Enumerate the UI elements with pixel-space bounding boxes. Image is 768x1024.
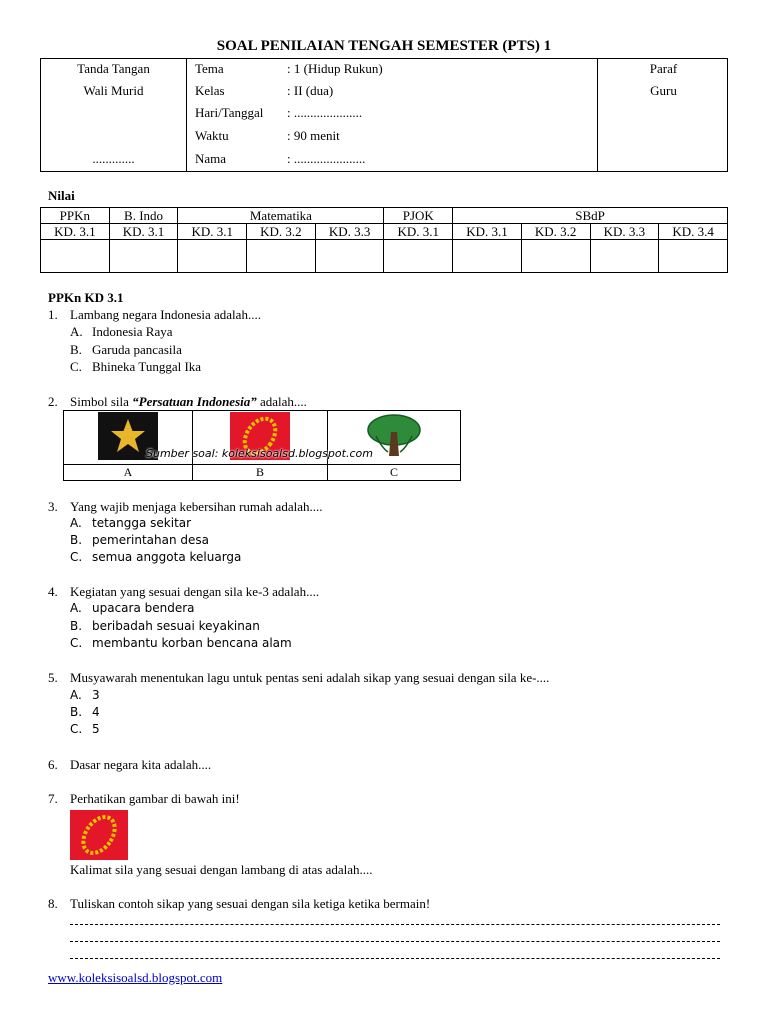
score-cell[interactable]	[247, 240, 316, 273]
signature-cell	[41, 59, 186, 171]
signature-label-1: Tanda Tangan	[77, 61, 150, 76]
option-text[interactable]: Indonesia Raya	[92, 324, 173, 339]
option-key: B.	[70, 342, 82, 357]
question-number: 1.	[48, 307, 58, 322]
chain-symbol-icon	[70, 810, 128, 860]
score-cell[interactable]	[109, 240, 178, 273]
score-cell[interactable]	[659, 240, 728, 273]
symbol-label-b: B	[193, 465, 328, 481]
option-key: A.	[70, 516, 82, 530]
score-cell[interactable]	[384, 240, 453, 273]
score-cell[interactable]	[590, 240, 659, 273]
question-text	[70, 394, 307, 410]
field-label-kelas: Kelas	[195, 83, 225, 98]
signature-label-2: Wali Murid	[83, 83, 144, 98]
answer-line[interactable]	[70, 958, 720, 959]
subject-bindo: B. Indo	[109, 208, 178, 224]
score-cell[interactable]	[521, 240, 590, 273]
option-key: C.	[70, 636, 83, 650]
question-number: 2.	[48, 394, 58, 409]
option-text[interactable]: upacara bendera	[92, 601, 195, 615]
option-text[interactable]: semua anggota keluarga	[92, 550, 242, 564]
question-text: Kegiatan yang sesuai dengan sila ke-3 adalah....	[70, 584, 320, 599]
option-text[interactable]: tetangga sekitar	[92, 516, 192, 530]
field-value-nama: : ......................	[287, 151, 366, 166]
nilai-table	[40, 207, 728, 273]
option-text[interactable]: 4	[92, 705, 100, 719]
paraf-label-2: Guru	[650, 83, 677, 98]
kd-cell: KD. 3.1	[41, 224, 110, 240]
signature-line: .............	[92, 151, 135, 166]
field-value-tanggal: : .....................	[287, 105, 363, 120]
question-number: 8.	[48, 896, 58, 911]
paraf-cell	[598, 59, 727, 171]
score-cell[interactable]	[41, 240, 110, 273]
option-key: C.	[70, 550, 83, 564]
kd-cell: KD. 3.1	[453, 224, 522, 240]
kd-cell: KD. 3.1	[384, 224, 453, 240]
question-text: Perhatikan gambar di bawah ini!	[70, 791, 240, 806]
kd-cell: KD. 3.3	[315, 224, 384, 240]
identity-table	[40, 58, 728, 172]
score-cell[interactable]	[178, 240, 247, 273]
field-value-waktu: : 90 menit	[287, 128, 340, 143]
score-cell[interactable]	[453, 240, 522, 273]
field-label-tema: Tema	[195, 61, 224, 76]
option-key: C.	[70, 722, 83, 736]
footer-link[interactable]: www.koleksisoalsd.blogspot.com	[48, 970, 223, 985]
field-label-tanggal: Hari/Tanggal	[195, 105, 264, 120]
answer-line[interactable]	[70, 941, 720, 942]
question-text: Tuliskan contoh sikap yang sesuai dengan sila ketiga ketika bermain!	[70, 896, 431, 911]
question-number: 6.	[48, 757, 58, 772]
question-number: 5.	[48, 670, 58, 685]
symbol-label-a: A	[64, 465, 193, 481]
subject-pjok: PJOK	[384, 208, 453, 224]
question-number: 4.	[48, 584, 58, 599]
option-key: A.	[70, 324, 83, 339]
option-key: C.	[70, 359, 82, 374]
option-key: B.	[70, 705, 83, 719]
nilai-heading: Nilai	[48, 188, 75, 203]
question-text: Dasar negara kita adalah....	[70, 757, 212, 772]
question-text-post: adalah....	[256, 394, 307, 409]
kd-cell: KD. 3.4	[659, 224, 728, 240]
question-text-2: Kalimat sila yang sesuai dengan lambang di atas adalah....	[70, 862, 373, 877]
field-label-nama: Nama	[195, 151, 227, 166]
question-text: Yang wajib menjaga kebersihan rumah adalah....	[70, 499, 323, 514]
kd-cell: KD. 3.2	[521, 224, 590, 240]
section-heading: PPKn KD 3.1	[48, 290, 124, 305]
question-text: Lambang negara Indonesia adalah....	[70, 307, 261, 322]
question-number: 3.	[48, 499, 58, 514]
source-watermark: Sumber soal: koleksisoalsd.blogspot.com	[146, 447, 373, 460]
option-key: A.	[70, 601, 82, 615]
identity-fields	[187, 59, 597, 171]
kd-cell: KD. 3.1	[178, 224, 247, 240]
option-text[interactable]: beribadah sesuai keyakinan	[92, 619, 260, 633]
answer-line[interactable]	[70, 924, 720, 925]
question-text-emphasis: “Persatuan Indonesia”	[132, 394, 257, 409]
subject-sbdp: SBdP	[453, 208, 728, 224]
score-cell[interactable]	[315, 240, 384, 273]
symbol-label-c: C	[328, 465, 461, 481]
option-text[interactable]: 5	[92, 722, 100, 736]
symbol-table	[63, 410, 461, 481]
subject-matematika: Matematika	[178, 208, 384, 224]
option-text[interactable]: 3	[92, 688, 100, 702]
field-label-waktu: Waktu	[195, 128, 229, 143]
paraf-label-1: Paraf	[649, 61, 678, 76]
option-text[interactable]: Bhineka Tunggal Ika	[92, 359, 202, 374]
page-title: SOAL PENILAIAN TENGAH SEMESTER (PTS) 1	[216, 38, 552, 54]
field-value-kelas: : II (dua)	[287, 83, 334, 98]
field-value-tema: : 1 (Hidup Rukun)	[287, 61, 383, 76]
option-text[interactable]: pemerintahan desa	[92, 533, 209, 547]
kd-cell: KD. 3.2	[247, 224, 316, 240]
subject-ppkn: PPKn	[41, 208, 110, 224]
option-key: B.	[70, 619, 83, 633]
option-text[interactable]: membantu korban bencana alam	[92, 636, 292, 650]
option-key: B.	[70, 533, 83, 547]
option-key: A.	[70, 688, 82, 702]
option-text[interactable]: Garuda pancasila	[92, 342, 182, 357]
question-number: 7.	[48, 791, 58, 806]
question-text-pre: Simbol sila	[70, 394, 133, 409]
kd-cell: KD. 3.1	[109, 224, 178, 240]
question-text: Musyawarah menentukan lagu untuk pentas seni adalah sikap yang sesuai dengan sila ke-....	[70, 670, 550, 685]
kd-cell: KD. 3.3	[590, 224, 659, 240]
banyan-tree-icon	[364, 412, 424, 460]
